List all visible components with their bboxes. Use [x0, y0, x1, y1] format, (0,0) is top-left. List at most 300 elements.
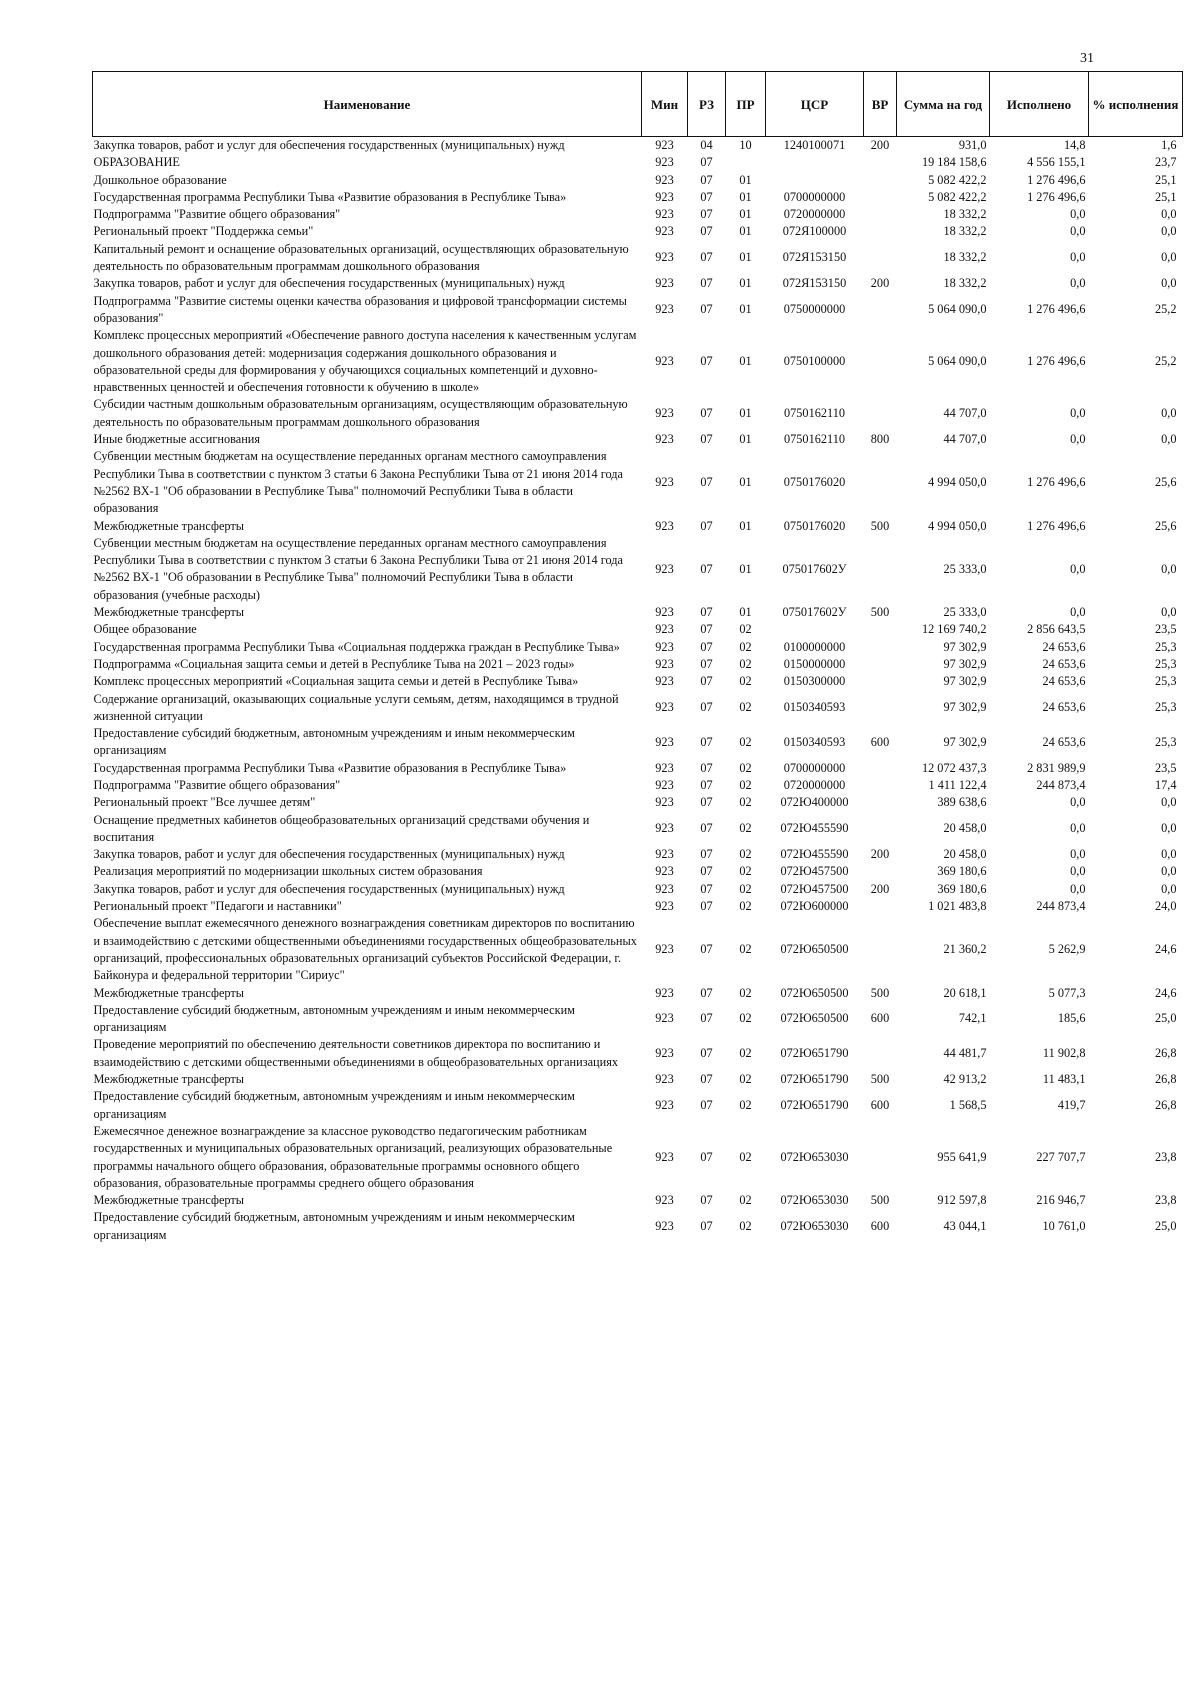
row-name: Субвенции местным бюджетам на осуществление переданных органам местного самоуправления Республики Тыва в соответствии с пунктом 3 статьи 6 Закона Республики Тыва от 21 июня 2014 года №2562 ВХ-1 "Об образовании в Республике Тыва" полномочий Республики Тыва в области образования [93, 449, 624, 516]
row-sum: 97 302,9 [943, 674, 987, 689]
table-row [93, 1123, 1183, 1192]
row-rz: 07 [700, 777, 713, 792]
row-csr: 0150340593 [783, 700, 846, 715]
row-min: 923 [655, 760, 674, 775]
row-rz: 07 [700, 276, 713, 291]
row-vr [864, 1036, 897, 1071]
row-vr: 500 [870, 518, 890, 533]
row-sum: 1 568,5 [949, 1097, 987, 1112]
row-vr [864, 794, 897, 811]
row-csr: 072Ю650500 [780, 985, 849, 1000]
row-sum: 18 332,2 [943, 276, 987, 291]
row-min: 923 [655, 639, 674, 654]
row-csr: 072Ю651790 [780, 1097, 849, 1112]
table-row [93, 1088, 1183, 1123]
row-done: 1 276 496,6 [1027, 172, 1086, 187]
row-rz: 07 [700, 155, 713, 170]
row-pr: 02 [739, 656, 752, 671]
row-pr: 01 [739, 354, 752, 369]
table-row [93, 777, 1183, 794]
row-pr: 02 [739, 899, 752, 914]
row-sum: 12 169 740,2 [921, 622, 987, 637]
row-done: 0,0 [1070, 864, 1086, 879]
row-pr: 02 [739, 1193, 752, 1208]
row-csr: 075017602У [782, 605, 847, 620]
row-pr: 02 [739, 1046, 752, 1061]
row-csr: 072Ю455590 [780, 847, 849, 862]
row-min: 923 [655, 1097, 674, 1112]
row-pr: 02 [739, 760, 752, 775]
row-pct: 23,5 [1154, 760, 1177, 775]
row-csr: 0700000000 [783, 760, 846, 775]
row-rz: 07 [700, 224, 713, 239]
row-rz: 07 [700, 847, 713, 862]
row-vr [864, 621, 897, 638]
table-row [93, 1209, 1183, 1244]
row-pct: 0,0 [1161, 276, 1177, 291]
row-min: 923 [655, 302, 674, 317]
row-vr [864, 535, 897, 604]
row-pct: 24,6 [1154, 942, 1177, 957]
row-pr: 01 [739, 302, 752, 317]
table-row [93, 275, 1183, 292]
row-name: Комплекс процессных мероприятий «Социальная защита семьи и детей в Республике Тыва» [93, 674, 579, 689]
row-done: 2 856 643,5 [1027, 622, 1086, 637]
row-vr [864, 189, 897, 206]
row-sum: 18 332,2 [943, 224, 987, 239]
row-done: 0,0 [1070, 821, 1086, 836]
row-min: 923 [655, 172, 674, 187]
row-rz: 07 [700, 1046, 713, 1061]
table-row [93, 189, 1183, 206]
row-vr: 500 [870, 1072, 890, 1087]
row-min: 923 [655, 1149, 674, 1164]
row-done: 1 276 496,6 [1027, 518, 1086, 533]
row-sum: 44 707,0 [943, 406, 987, 421]
row-name: Обеспечение выплат ежемесячного денежного вознаграждения советникам директоров по воспитанию и взаимодействию с детскими общественными объединениями государственных общеобразовательных организаций, профессиональных образовательных организаций субъектов Российской Федерации, г. Байконура и федеральной территории "Сириус" [93, 916, 637, 983]
row-done: 24 653,6 [1042, 700, 1086, 715]
row-pr: 02 [739, 1149, 752, 1164]
table-row [93, 293, 1183, 328]
row-min: 923 [655, 795, 674, 810]
row-pct: 24,0 [1154, 899, 1177, 914]
row-csr: 072Ю653030 [780, 1219, 849, 1234]
row-pct: 25,3 [1154, 700, 1177, 715]
row-done: 0,0 [1070, 224, 1086, 239]
row-pr: 01 [739, 172, 752, 187]
row-sum: 44 707,0 [943, 432, 987, 447]
table-row [93, 673, 1183, 690]
row-pr: 02 [739, 700, 752, 715]
row-vr: 800 [870, 432, 890, 447]
row-done: 0,0 [1070, 406, 1086, 421]
table-row [93, 985, 1183, 1002]
row-csr: 072Ю600000 [780, 899, 849, 914]
row-pct: 0,0 [1161, 432, 1177, 447]
row-csr: 0750176020 [783, 518, 846, 533]
row-sum: 21 360,2 [943, 942, 987, 957]
row-vr [864, 812, 897, 847]
row-done: 185,6 [1057, 1011, 1086, 1026]
table-row [93, 639, 1183, 656]
row-pct: 23,8 [1154, 1193, 1177, 1208]
row-csr: 072Я100000 [782, 224, 847, 239]
table-row [93, 863, 1183, 880]
row-sum: 931,0 [958, 138, 987, 152]
row-pr: 02 [739, 674, 752, 689]
header-row [93, 72, 1183, 137]
row-rz: 07 [700, 1219, 713, 1234]
row-sum: 5 064 090,0 [928, 302, 987, 317]
row-sum: 42 913,2 [943, 1072, 987, 1087]
row-sum: 43 044,1 [943, 1219, 987, 1234]
row-vr [864, 1123, 897, 1192]
row-vr [864, 863, 897, 880]
row-done: 244 873,4 [1036, 777, 1086, 792]
row-done: 0,0 [1070, 276, 1086, 291]
row-vr [864, 915, 897, 984]
row-name: Ежемесячное денежное вознаграждение за классное руководство педагогическим работникам государственных и муниципальных образовательных организаций, реализующих образовательные программы начального общего образования, образовательные программы основного общего образования, образовательные программы среднего общего образования [93, 1123, 613, 1190]
row-min: 923 [655, 881, 674, 896]
row-pct: 24,6 [1154, 985, 1177, 1000]
table-row [93, 915, 1183, 984]
row-done: 244 873,4 [1036, 899, 1086, 914]
row-sum: 25 333,0 [943, 605, 987, 620]
table-row [93, 621, 1183, 638]
row-vr [864, 206, 897, 223]
row-csr: 072Ю457500 [780, 881, 849, 896]
row-rz: 07 [700, 207, 713, 222]
row-pr: 01 [739, 224, 752, 239]
row-sum: 912 597,8 [937, 1193, 987, 1208]
row-min: 923 [655, 354, 674, 369]
row-vr [864, 223, 897, 240]
row-rz: 07 [700, 1149, 713, 1164]
row-vr [864, 639, 897, 656]
row-csr: 072Ю455590 [780, 821, 849, 836]
row-min: 923 [655, 138, 674, 152]
row-rz: 07 [700, 622, 713, 637]
row-done: 24 653,6 [1042, 734, 1086, 749]
row-rz: 07 [700, 656, 713, 671]
row-pct: 25,3 [1154, 656, 1177, 671]
row-done: 24 653,6 [1042, 639, 1086, 654]
row-pr: 02 [739, 734, 752, 749]
row-name: Комплекс процессных мероприятий «Обеспечение равного доступа населения к качественным услугам дошкольного образования детей: модернизация содержания дошкольного образования и образовательной среды для формирования у обучающихся социальных компетенций и духовно-нравственных ценностей и обеспечения готовности к обучению в школе» [93, 328, 637, 395]
col-header-sum: Сумма на год [897, 72, 990, 137]
row-sum: 20 458,0 [943, 821, 987, 836]
row-name: Государственная программа Республики Тыва «Развитие образования в Республике Тыва» [93, 189, 567, 204]
table-row [93, 656, 1183, 673]
table-row [93, 1002, 1183, 1037]
row-rz: 07 [700, 821, 713, 836]
row-pct: 25,3 [1154, 674, 1177, 689]
row-name: Общее образование [93, 622, 197, 637]
row-pr: 01 [739, 561, 752, 576]
row-pr: 02 [739, 985, 752, 1000]
row-pct: 25,0 [1154, 1219, 1177, 1234]
row-csr: 0720000000 [783, 207, 846, 222]
row-min: 923 [655, 155, 674, 170]
table-row [93, 327, 1183, 396]
row-pct: 23,5 [1154, 622, 1177, 637]
row-sum: 12 072 437,3 [921, 760, 987, 775]
row-csr: 0700000000 [783, 189, 846, 204]
row-csr: 072Ю651790 [780, 1072, 849, 1087]
row-sum: 18 332,2 [943, 207, 987, 222]
row-pr: 01 [739, 475, 752, 490]
row-done: 10 761,0 [1042, 1219, 1086, 1234]
row-name: Региональный проект "Поддержка семьи" [93, 224, 314, 239]
row-min: 923 [655, 777, 674, 792]
row-rz: 07 [700, 605, 713, 620]
row-pr: 02 [739, 881, 752, 896]
row-rz: 07 [700, 700, 713, 715]
row-csr: 072Ю650500 [780, 1011, 849, 1026]
row-min: 923 [655, 864, 674, 879]
row-name: Межбюджетные трансферты [93, 985, 245, 1000]
row-pct: 25,6 [1154, 518, 1177, 533]
row-name: Закупка товаров, работ и услуг для обеспечения государственных (муниципальных) нужд [93, 881, 565, 896]
row-sum: 97 302,9 [943, 734, 987, 749]
row-sum: 18 332,2 [943, 250, 987, 265]
row-vr [864, 656, 897, 673]
row-rz: 07 [700, 899, 713, 914]
row-name: Государственная программа Республики Тыва «Развитие образования в Республике Тыва» [93, 760, 567, 775]
row-done: 0,0 [1070, 605, 1086, 620]
row-csr: 1240100071 [783, 138, 846, 152]
row-pr: 01 [739, 250, 752, 265]
row-sum: 20 458,0 [943, 847, 987, 862]
row-csr: 0750100000 [783, 354, 846, 369]
table-row [93, 518, 1183, 535]
row-vr: 600 [870, 734, 890, 749]
row-min: 923 [655, 1219, 674, 1234]
row-csr: 072Ю457500 [780, 864, 849, 879]
table-row [93, 1071, 1183, 1088]
row-min: 923 [655, 1072, 674, 1087]
row-pr: 01 [739, 406, 752, 421]
row-min: 923 [655, 700, 674, 715]
row-name: Капитальный ремонт и оснащение образовательных организаций, осуществляющих образовательную деятельность по образовательным программам дошкольного образования [93, 241, 629, 274]
row-pct: 25,1 [1154, 172, 1177, 187]
row-done: 1 276 496,6 [1027, 189, 1086, 204]
row-done: 5 262,9 [1048, 942, 1086, 957]
row-vr [864, 327, 897, 396]
row-csr [766, 154, 864, 171]
row-pr: 01 [739, 189, 752, 204]
row-rz: 07 [700, 760, 713, 775]
row-vr: 200 [870, 881, 890, 896]
col-header-name: Наименование [93, 72, 642, 137]
row-min: 923 [655, 1011, 674, 1026]
row-name: Содержание организаций, оказывающих социальные услуги семьям, детям, находящимся в трудной жизненной ситуации [93, 691, 619, 723]
row-csr: 072Я153150 [782, 250, 847, 265]
table-row [93, 137, 1183, 155]
row-rz: 07 [700, 674, 713, 689]
col-header-csr: ЦСР [766, 72, 864, 137]
table-row [93, 898, 1183, 915]
row-name: Проведение мероприятий по обеспечению деятельности советников директора по воспитанию и взаимодействию с детскими общественными объединениями в общеобразовательных организациях [93, 1037, 619, 1069]
row-min: 923 [655, 1193, 674, 1208]
row-vr [864, 293, 897, 328]
row-min: 923 [655, 432, 674, 447]
row-csr: 0750162110 [783, 406, 846, 421]
row-sum: 5 064 090,0 [928, 354, 987, 369]
row-csr: 072Ю650500 [780, 942, 849, 957]
row-name: Оснащение предметных кабинетов общеобразовательных организаций средствами обучения и воспитания [93, 812, 590, 844]
row-sum: 25 333,0 [943, 561, 987, 576]
col-header-pct: % исполнения [1089, 72, 1183, 137]
row-pct: 0,0 [1161, 795, 1177, 810]
row-pct: 0,0 [1161, 250, 1177, 265]
row-vr: 500 [870, 1193, 890, 1208]
row-pct: 0,0 [1161, 561, 1177, 576]
row-name: Предоставление субсидий бюджетным, автономным учреждениям и иным некоммерческим организациям [93, 726, 575, 758]
table-row [93, 535, 1183, 604]
page-number: 31 [1080, 51, 1094, 66]
row-vr [864, 691, 897, 726]
row-rz: 07 [700, 795, 713, 810]
row-csr: 072Ю651790 [780, 1046, 849, 1061]
row-pct: 0,0 [1161, 847, 1177, 862]
row-sum: 1 021 483,8 [928, 899, 987, 914]
row-name: Межбюджетные трансферты [93, 605, 245, 620]
table-row [93, 206, 1183, 223]
row-rz: 07 [700, 1011, 713, 1026]
row-rz: 07 [700, 942, 713, 957]
row-rz: 07 [700, 406, 713, 421]
row-pr: 02 [739, 1011, 752, 1026]
table-row [93, 794, 1183, 811]
table-row [93, 223, 1183, 240]
row-pct: 0,0 [1161, 207, 1177, 222]
row-name: Субсидии частным дошкольным образовательным организациям, осуществляющим образовательную деятельность по образовательным программам дошкольного образования [93, 397, 628, 429]
row-pct: 25,0 [1154, 1011, 1177, 1026]
row-pr: 02 [739, 622, 752, 637]
row-vr [864, 673, 897, 690]
row-csr: 072Ю653030 [780, 1149, 849, 1164]
row-pct: 17,4 [1154, 777, 1177, 792]
row-min: 923 [655, 821, 674, 836]
row-vr [864, 172, 897, 189]
row-vr: 200 [870, 138, 890, 152]
row-csr: 0150340593 [783, 734, 846, 749]
col-header-rz: РЗ [688, 72, 726, 137]
row-name: Подпрограмма "Развитие системы оценки качества образования и цифровой трансформации системы образования" [93, 293, 627, 325]
row-vr: 200 [870, 847, 890, 862]
table-row [93, 725, 1183, 760]
row-pct: 0,0 [1161, 224, 1177, 239]
row-pct: 23,8 [1154, 1149, 1177, 1164]
row-pr: 02 [739, 942, 752, 957]
row-csr: 0150000000 [783, 656, 846, 671]
row-rz: 07 [700, 302, 713, 317]
row-sum: 1 411 122,4 [928, 777, 987, 792]
row-pct: 0,0 [1161, 406, 1177, 421]
row-sum: 4 994 050,0 [928, 475, 987, 490]
row-sum: 97 302,9 [943, 656, 987, 671]
row-vr [864, 448, 897, 517]
row-rz: 07 [700, 189, 713, 204]
row-pr: 02 [739, 639, 752, 654]
row-done: 24 653,6 [1042, 674, 1086, 689]
row-min: 923 [655, 561, 674, 576]
row-sum: 389 638,6 [937, 795, 987, 810]
row-pct: 0,0 [1161, 881, 1177, 896]
row-name: Региональный проект "Педагоги и наставники" [93, 899, 342, 914]
row-name: Закупка товаров, работ и услуг для обеспечения государственных (муниципальных) нужд [93, 276, 565, 291]
row-name: Субвенции местным бюджетам на осуществление переданных органам местного самоуправления Республики Тыва в соответствии с пунктом 3 статьи 6 Закона Республики Тыва от 21 июня 2014 года №2562 ВХ-1 "Об образовании в Республике Тыва" полномочий Республики Тыва в области образования (учебные расходы) [93, 535, 624, 602]
table-row [93, 604, 1183, 621]
row-done: 24 653,6 [1042, 656, 1086, 671]
row-csr [766, 172, 864, 189]
row-csr: 0750162110 [783, 432, 846, 447]
row-pr: 02 [739, 864, 752, 879]
row-vr: 600 [870, 1219, 890, 1234]
row-min: 923 [655, 224, 674, 239]
row-rz: 07 [700, 639, 713, 654]
row-min: 923 [655, 250, 674, 265]
row-done: 1 276 496,6 [1027, 302, 1086, 317]
table-row [93, 881, 1183, 898]
row-rz: 07 [700, 172, 713, 187]
row-min: 923 [655, 276, 674, 291]
row-min: 923 [655, 674, 674, 689]
row-sum: 369 180,6 [937, 881, 987, 896]
row-done: 0,0 [1070, 432, 1086, 447]
table-row [93, 846, 1183, 863]
col-header-min: Мин [642, 72, 688, 137]
table-row [93, 1192, 1183, 1209]
row-name: Межбюджетные трансферты [93, 1193, 245, 1208]
row-pct: 25,3 [1154, 639, 1177, 654]
row-vr [864, 154, 897, 171]
row-pct: 0,0 [1161, 605, 1177, 620]
table-row [93, 691, 1183, 726]
row-sum: 955 641,9 [937, 1149, 987, 1164]
row-done: 0,0 [1070, 207, 1086, 222]
row-sum: 369 180,6 [937, 864, 987, 879]
row-min: 923 [655, 406, 674, 421]
table-row [93, 760, 1183, 777]
budget-table [92, 71, 1183, 1244]
row-sum: 742,1 [958, 1011, 987, 1026]
row-name: Дошкольное образование [93, 172, 227, 187]
row-pr [726, 154, 766, 171]
row-name: Закупка товаров, работ и услуг для обеспечения государственных (муниципальных) нужд [93, 847, 565, 862]
row-name: Межбюджетные трансферты [93, 518, 245, 533]
row-sum: 20 618,1 [943, 985, 987, 1000]
row-done: 227 707,7 [1036, 1149, 1086, 1164]
row-csr: 0750176020 [783, 475, 846, 490]
row-csr: 072Я153150 [782, 276, 847, 291]
row-pr: 02 [739, 795, 752, 810]
row-pct: 0,0 [1161, 864, 1177, 879]
row-rz: 07 [700, 881, 713, 896]
row-csr: 072Ю653030 [780, 1193, 849, 1208]
row-done: 4 556 155,1 [1027, 155, 1086, 170]
row-min: 923 [655, 189, 674, 204]
row-name: Подпрограмма "Развитие общего образования" [93, 207, 341, 222]
row-pct: 26,8 [1154, 1046, 1177, 1061]
row-sum: 19 184 158,6 [921, 155, 987, 170]
row-pr: 02 [739, 1097, 752, 1112]
row-min: 923 [655, 518, 674, 533]
row-csr: 075017602У [782, 561, 847, 576]
row-done: 1 276 496,6 [1027, 475, 1086, 490]
row-name: Предоставление субсидий бюджетным, автономным учреждениям и иным некоммерческим организациям [93, 1002, 575, 1035]
